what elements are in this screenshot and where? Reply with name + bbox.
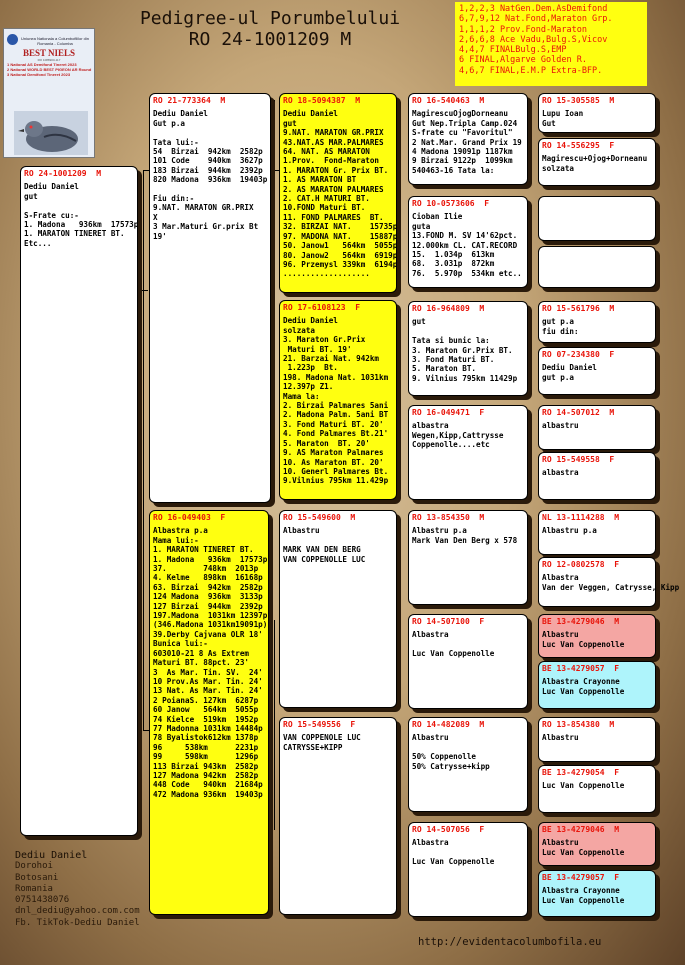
pedigree-card-g10 bbox=[538, 557, 680, 607]
card-text: Albastra Luc Van Coppenolle bbox=[412, 630, 495, 659]
ring-number: RO 21-773364 M bbox=[153, 96, 226, 105]
card-text: Albastra Crayonne Luc Van Coppenolle bbox=[542, 886, 625, 905]
ring-number: RO 16-964809 M bbox=[412, 304, 485, 313]
card-text: gut Tata si bunic la: 3. Maraton Gr.Prix BT. 3. Fond Maturi BT. 5. Maraton BT. 9. Vilnius 795km 11429p bbox=[412, 317, 518, 383]
card-text: Albastru p.a Mark Van Den Berg x 578 bbox=[412, 526, 518, 545]
ring-number: RO 14-507012 M bbox=[542, 408, 615, 417]
pedigree-card-ddd bbox=[408, 822, 528, 917]
card-text: albastra Wegen,Kipp,Cattrysse Coppenolle....etc bbox=[412, 421, 504, 450]
pedigree-card-sire bbox=[149, 93, 271, 503]
pedigree-card-dd bbox=[279, 717, 397, 915]
card-text: Albastru Luc Van Coppenolle bbox=[542, 838, 625, 857]
pedigree-card-dsd bbox=[408, 614, 528, 709]
card-text: Luc Van Coppenolle bbox=[542, 781, 625, 791]
pedigree-card-sdd bbox=[408, 405, 528, 500]
card-text: gut p.a fiu din: bbox=[542, 317, 579, 336]
ring-number: RO 12-0802578 F bbox=[542, 560, 620, 569]
pigeon-photo-icon bbox=[14, 111, 88, 155]
connector-line bbox=[531, 105, 532, 155]
owner-phone: 0751438076 bbox=[15, 895, 70, 906]
badge-org: Uniunea Nationala a Columbofililor din Romania - Columba bbox=[20, 36, 90, 46]
connector-line bbox=[531, 220, 532, 260]
ring-number: RO 07-234380 F bbox=[542, 350, 615, 359]
ring-number: RO 16-049403 F bbox=[153, 513, 226, 522]
card-text: Albastru p.a bbox=[542, 526, 597, 536]
ring-number: RO 15-305585 M bbox=[542, 96, 615, 105]
owner-email[interactable]: dnl_dediu@yahoo.com.com bbox=[15, 906, 140, 917]
ring-number: BE 13-4279057 F bbox=[542, 664, 620, 673]
pedigree-card-ssd bbox=[408, 196, 528, 288]
ring-number: RO 17-6108123 F bbox=[283, 303, 361, 312]
owner-name: Dediu Daniel bbox=[15, 850, 88, 861]
best-niels-badge bbox=[3, 28, 95, 158]
pedigree-card-dds bbox=[408, 717, 528, 812]
ring-number: RO 16-049471 F bbox=[412, 408, 485, 417]
card-text: albastru bbox=[542, 421, 579, 431]
ring-number: RO 14-482089 M bbox=[412, 720, 485, 729]
pedigree-card-g7 bbox=[538, 405, 656, 450]
federation-logo-icon bbox=[7, 34, 18, 45]
pedigree-card-g2 bbox=[538, 138, 656, 186]
ring-number: RO 13-854350 M bbox=[412, 513, 485, 522]
card-text: Albastru MARK VAN DEN BERG VAN COPPENOLLE LUC bbox=[283, 526, 366, 564]
pedigree-card-g5 bbox=[538, 301, 656, 343]
ring-number: RO 14-507100 F bbox=[412, 617, 485, 626]
card-text: Albastra p.a Mama lui:- 1. MARATON TINERET BT. 1. Madona 936km 17573p 37. 748km 2013p 4. Kelme 898km 16168p 63. Birzai 942km 2582p 124 Madona 936km 3133p 127 Birzai 944km 2392p 197.Madona 1031km 12397p (346.Madona 1031km19091p) 39.Derby Cajvana OLR 18' Bunica lui:- 603010-21 8 As Extrem Maturi BT. 88pct. 23' 3 As Mar. Tin. SV. 24' 10 Prov.As Mar. Tin. 24' 13 Nat. As Mar. Tin. 24' 2 PoianaS. 127km 6287p 60 Janow 564km 5055p 74 Kielce 519km 1952p 77 Madonna 1031km 14484p 78 Byalistok612km 1378p 96 538km 2231p 99 598km 1296p 113 Birzai 943km 2582p 127 Madona 942km 2582p 448 Code 940km 21684p 472 Madona 936km 19403p bbox=[153, 526, 268, 799]
card-text: Cioban Ilie guta 13.FOND M. SV 14'62pct. 12.000km CL. CAT.RECORD 15. 1.034p 613km 68. 3.031p 872km 76. 5.970p 534km etc.. bbox=[412, 212, 522, 278]
pedigree-card-ss bbox=[279, 93, 397, 293]
badge-brand: BEST NIELS bbox=[22, 48, 76, 58]
pedigree-card-dam bbox=[149, 510, 269, 915]
connector-line bbox=[143, 170, 144, 730]
owner-info bbox=[15, 850, 140, 929]
connector-line bbox=[531, 315, 532, 365]
connector-line bbox=[400, 340, 401, 440]
title-line-2: RO 24-1001209 M bbox=[188, 29, 352, 50]
pedigree-card-g1 bbox=[538, 93, 656, 133]
pedigree-card-g12 bbox=[538, 661, 656, 709]
card-text: albastra bbox=[542, 468, 579, 478]
pedigree-card-dss bbox=[408, 510, 528, 605]
pedigree-card-g9 bbox=[538, 510, 656, 555]
ring-number: RO 15-549558 F bbox=[542, 455, 615, 464]
pedigree-card-g8 bbox=[538, 452, 656, 500]
ring-number: RO 13-854380 M bbox=[542, 720, 615, 729]
connector-line bbox=[531, 525, 532, 575]
ring-number: RO 10-0573606 F bbox=[412, 199, 490, 208]
pedigree-card-g14 bbox=[538, 765, 656, 813]
pedigree-card-subject bbox=[20, 166, 138, 836]
ring-number: BE 13-4279046 M bbox=[542, 617, 620, 626]
pedigree-card-sd bbox=[279, 300, 397, 500]
title-line-1: Pedigree-ul Porumbelului bbox=[139, 8, 401, 29]
card-text: VAN COPPENOLE LUC CATRYSSE+KIPP bbox=[283, 733, 361, 752]
owner-line: Romania bbox=[15, 883, 53, 894]
card-text: Albastra Luc Van Coppenolle bbox=[412, 838, 495, 867]
card-text: Dediu Daniel gut 9.NAT. MARATON GR.PRIX 43.NAT.AS MAR.PALMARES 64. NAT. AS MARATON 1.Prov. Fond-Maraton 1. MARATON Gr. Prix BT. 1. AS MARATON BT 2. AS MARATON PALMARES 2. CAT.H MATURI BT. 10.FOND Maturi BT. 11. FOND PALMARES BT. 32. BIRZAI NAT. 15735p 97. MADONA NAT. 15887p 50. Janow1 564km 5055p 80. Janow2 564km 6919p 96. Przemysl 339km 6194p ................... bbox=[283, 109, 398, 279]
ring-number: RO 15-549556 F bbox=[283, 720, 356, 729]
ring-number: RO 18-5094387 M bbox=[283, 96, 361, 105]
badge-sub: RO 1088900-117 bbox=[37, 58, 61, 62]
ring-number: BE 13-4279046 M bbox=[542, 825, 620, 834]
card-text: Magirescu+Ojog+Dorneanu solzata bbox=[542, 154, 648, 173]
ring-number: NL 13-1114288 M bbox=[542, 513, 620, 522]
card-text: Albastru bbox=[542, 733, 579, 743]
connector-line bbox=[531, 630, 532, 680]
pedigree-card-g13 bbox=[538, 717, 656, 762]
owner-social: Fb. TikTok-Dediu Daniel bbox=[15, 917, 140, 928]
card-text: Dediu Daniel solzata 3. Maraton Gr.Prix Maturi BT. 19' 21. Barzai Nat. 942km 1.223p Bt. 198. Madona Nat. 1031km 12.397p Z1. Mama la: 2. Birzai Palmares 5ani 2. Madona Palm. 5ani BT 3. Fond Maturi BT. 20' 4. Fond Palmares Bt.21' 5. Maraton BT. 20' 9. AS Maraton Palmares 10. As Maraton BT. 20' 10. Generl Palmares Bt. 9.Vilnius 795km 11.429p bbox=[283, 316, 389, 486]
badge-awards: 1 National AS Demifond Tineret 2023 2 National WORLD BEST PIGEON AR Round 3 National Demifond Tineret 2023 bbox=[7, 62, 92, 77]
pedigree-card-g16 bbox=[538, 870, 656, 917]
page-title bbox=[110, 8, 430, 50]
website-link[interactable]: http://evidentacolumbofila.eu bbox=[418, 936, 602, 948]
pedigree-card-ds bbox=[279, 510, 397, 708]
connector-line bbox=[531, 840, 532, 890]
card-text: Lupu Ioan Gut bbox=[542, 109, 584, 128]
owner-line: Botosani bbox=[15, 872, 59, 883]
connector-line bbox=[531, 420, 532, 470]
results-box: 1,2,2,3 NatGen.Dem.AsDemifond 6,7,9,12 Nat.Fond,Maraton Grp. 1,1,1,2 Prov.Fond-Maraton 2,6,6,8 Ace Vadu,Bulg.S,Vicov 4,4,7 FINALBulg.S,EMP 6 FINAL,Algarve Golden R. 4,6,7 FINAL,E.M.P Extra-BFP. bbox=[455, 2, 647, 86]
pedigree-card-g4 bbox=[538, 246, 656, 288]
ring-number: BE 13-4279057 F bbox=[542, 873, 620, 882]
card-text: MagirescuOjogDorneanu Gut Nep.Tripla Camp.024 S-frate cu "Favoritul" 2 Nat.Mar. Grand Prix 19 4 Madona 19091p 1187km 9 Birzai 9122p 1099km 540463-16 Tata la: bbox=[412, 109, 522, 175]
card-text: Dediu Daniel gut p.a bbox=[542, 363, 597, 382]
pedigree-card-g15 bbox=[538, 822, 656, 866]
connector-line bbox=[274, 620, 275, 830]
ring-number: RO 15-561796 M bbox=[542, 304, 615, 313]
ring-number: RO 15-549600 M bbox=[283, 513, 356, 522]
card-text: Dediu Daniel gut S-Frate cu:- 1. Madona 936km 17573p 1. MARATON TINERET BT. Etc... bbox=[24, 182, 139, 248]
pedigree-card-g3 bbox=[538, 196, 656, 241]
ring-number: BE 13-4279054 F bbox=[542, 768, 620, 777]
card-text: Albastra Van der Veggen, Catrysse, Kipp bbox=[542, 573, 680, 592]
connector-line bbox=[400, 120, 401, 235]
ring-number: RO 14-507056 F bbox=[412, 825, 485, 834]
pedigree-card-g11 bbox=[538, 614, 656, 658]
connector-line bbox=[274, 100, 275, 400]
card-text: Albastru Luc Van Coppenolle bbox=[542, 630, 625, 649]
pedigree-card-g6 bbox=[538, 347, 656, 395]
connector-line bbox=[531, 735, 532, 785]
pedigree-card-sss bbox=[408, 93, 528, 185]
ring-number: RO 16-540463 M bbox=[412, 96, 485, 105]
connector-line bbox=[400, 750, 401, 860]
owner-line: Dorohoi bbox=[15, 861, 53, 872]
ring-number: RO 24-1001209 M bbox=[24, 169, 102, 178]
card-text: Albastra Crayonne Luc Van Coppenolle bbox=[542, 677, 625, 696]
card-text: Albastru 50% Coppenolle 50% Catrysse+kipp bbox=[412, 733, 490, 771]
connector-line bbox=[400, 540, 401, 650]
pedigree-card-sds bbox=[408, 301, 528, 396]
ring-number: RO 14-556295 F bbox=[542, 141, 615, 150]
card-text: Dediu Daniel Gut p.a Tata lui:- 54 Birzai 942km 2582p 101 Code 940km 3627p 183 Birzai 944km 2392p 820 Madona 936km 19403p Fiu din:- 9.NAT. MARATON GR.PRIX X 3 Mar.Maturi Gr.prix Bt 19' bbox=[153, 109, 268, 241]
